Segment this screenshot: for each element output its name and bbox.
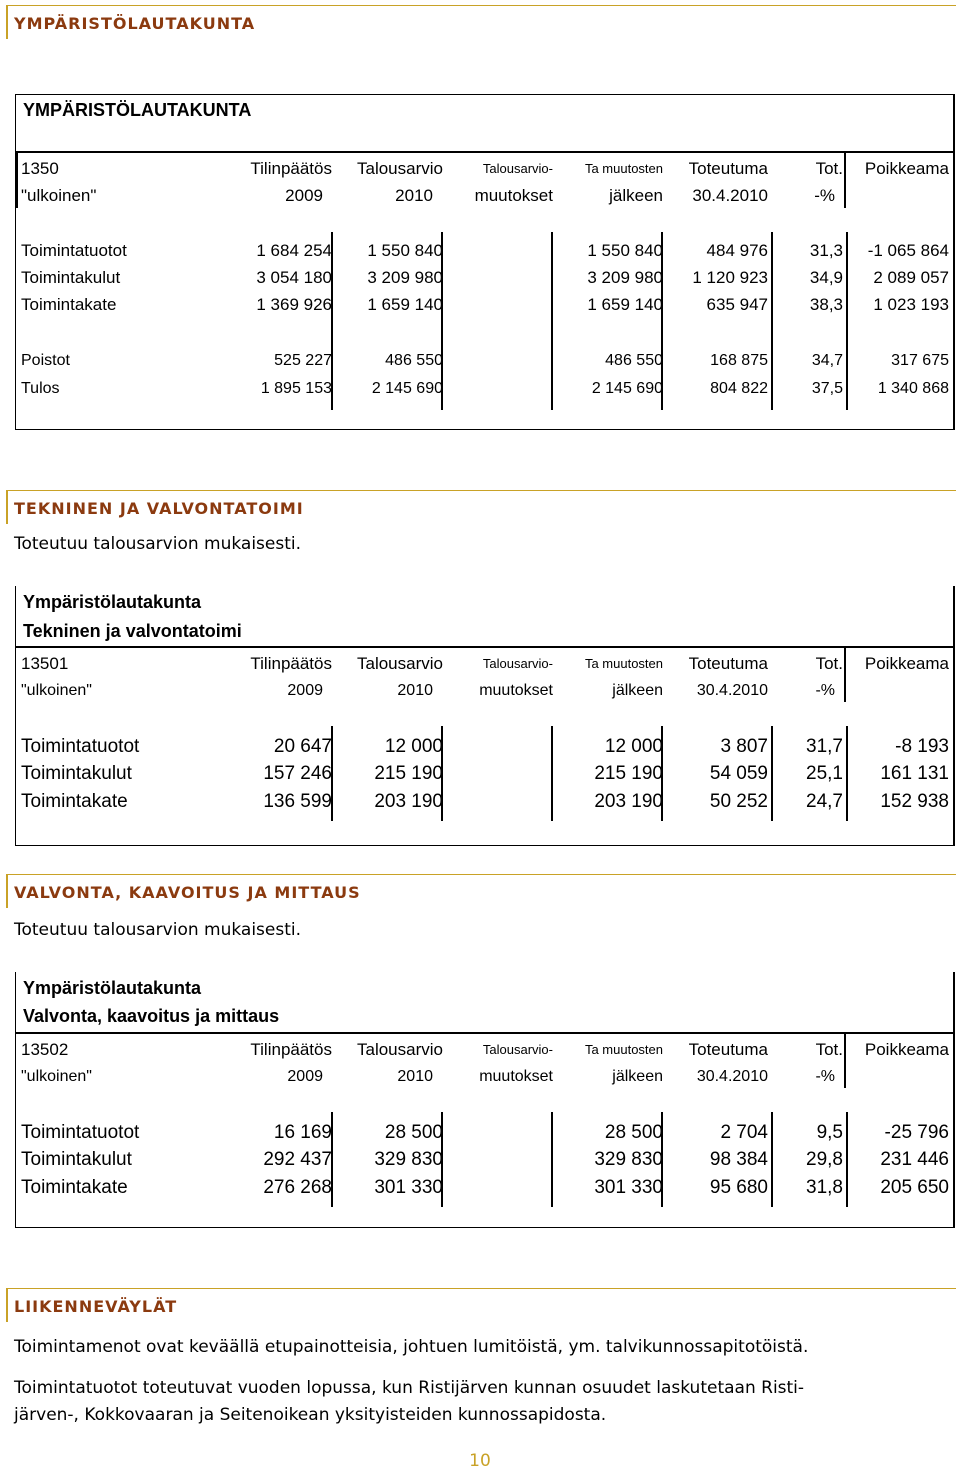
table-cell: Toimintakulut: [21, 268, 121, 287]
table-cell: 3 209 980: [367, 268, 443, 287]
table-cell: "ulkoinen": [21, 1068, 92, 1085]
table-cell: 329 830: [374, 1149, 443, 1170]
table-cell: 31,8: [806, 1177, 843, 1198]
table-cell: -%: [815, 1068, 835, 1085]
table-cell: 205 650: [880, 1177, 949, 1198]
table-cell: Toteutuma: [688, 654, 768, 673]
table-row: [16, 1148, 953, 1174]
table-cell: 635 947: [706, 295, 768, 314]
table-cell: 1 340 868: [877, 380, 949, 397]
table-cell: Toimintakate: [21, 295, 117, 314]
table-cell: 1 550 840: [367, 241, 443, 260]
header-cell: Tot.: [815, 159, 843, 178]
table-cell: -1 065 864: [867, 241, 949, 260]
table-cell: 3 209 980: [587, 268, 663, 287]
table-cell: 2010: [397, 1068, 433, 1085]
table-cell: Tot.: [815, 1040, 843, 1059]
budget-table-1350: [15, 94, 955, 430]
table-cell: 3 054 180: [256, 268, 332, 287]
table-cell: 2 089 057: [873, 268, 949, 287]
table-subtitle: Tekninen ja valvontatoimi: [23, 621, 242, 641]
table-cell: 30.4.2010: [696, 1068, 768, 1085]
table-cell: Tot.: [815, 654, 843, 673]
table-cell: 2009: [287, 682, 323, 699]
table-cell: Talousarvio: [357, 654, 443, 673]
header-cell: Ta muutosten: [584, 161, 663, 176]
table-cell: jälkeen: [612, 1068, 663, 1085]
section-header-ymparistolautakunta: [6, 5, 956, 39]
header-cell: Poikkeama: [864, 159, 949, 178]
table-title: YMPÄRISTÖLAUTAKUNTA: [23, 100, 252, 120]
table-cell: jälkeen: [612, 682, 663, 699]
table-cell: 2009: [287, 1068, 323, 1085]
table-cell: 34,7: [811, 352, 843, 369]
table-cell: Toimintakate: [21, 1177, 128, 1198]
table-header-row: [16, 1038, 953, 1064]
table-cell: 12 000: [604, 736, 663, 757]
table-cell: 13502: [21, 1040, 69, 1059]
table-row: [16, 1121, 953, 1147]
header-cell: Talousarvio-: [482, 161, 553, 176]
table-cell: 203 190: [594, 791, 663, 812]
table-cell: 1 659 140: [587, 295, 663, 314]
section-text: Toimintamenot ovat keväällä etupainotteisia, johtuen lumitöistä, ym. talvikunnossapitotöistä.: [14, 1337, 809, 1357]
section-title: VALVONTA, KAAVOITUS JA MITTAUS: [14, 883, 361, 902]
table-row: [16, 762, 953, 788]
table-header-row: [16, 1065, 953, 1091]
table-cell: 525 227: [274, 352, 332, 369]
table-cell: 54 059: [709, 763, 768, 784]
title-divider: [16, 646, 953, 648]
table-cell: 3 807: [720, 736, 768, 757]
table-cell: 1 369 926: [256, 295, 332, 314]
table-cell: Toimintakulut: [21, 1149, 132, 1170]
table-cell: 16 169: [273, 1122, 332, 1143]
table-cell: Tilinpäätös: [250, 1040, 332, 1059]
table-row: [16, 293, 953, 319]
budget-table-13502: [15, 972, 955, 1228]
table-row: [16, 266, 953, 292]
header-cell: Toteutuma: [688, 159, 768, 178]
section-text: järven-, Kokkovaaran ja Seitenoikean yksityisteiden kunnossapidosta.: [14, 1405, 607, 1425]
table-cell: 34,9: [809, 268, 843, 287]
section-text: Toteutuu talousarvion mukaisesti.: [14, 534, 302, 554]
table-cell: 231 446: [880, 1149, 949, 1170]
table-cell: Toimintakulut: [21, 763, 132, 784]
table-cell: 28 500: [384, 1122, 443, 1143]
table-cell: -8 193: [895, 736, 949, 757]
table-cell: -25 796: [884, 1122, 949, 1143]
header-cell: 2009: [285, 186, 323, 205]
header-cell: 1350: [21, 159, 59, 178]
table-cell: Tulos: [21, 380, 60, 397]
table-cell: "ulkoinen": [21, 682, 92, 699]
table-cell: Ta muutosten: [584, 1042, 663, 1057]
table-cell: 2 145 690: [591, 380, 663, 397]
header-cell: 30.4.2010: [692, 186, 768, 205]
table-row: [16, 377, 953, 403]
table-cell: Talousarvio-: [482, 1042, 553, 1057]
table-cell: 1 659 140: [367, 295, 443, 314]
table-cell: muutokset: [479, 1068, 553, 1085]
table-cell: Talousarvio: [357, 1040, 443, 1059]
table-cell: 95 680: [709, 1177, 768, 1198]
table-cell: 20 647: [273, 736, 332, 757]
page-number: 10: [469, 1451, 491, 1471]
table-cell: 2 145 690: [371, 380, 443, 397]
section-title: YMPÄRISTÖLAUTAKUNTA: [14, 14, 256, 33]
table-cell: 215 190: [374, 763, 443, 784]
table-cell: Poikkeama: [864, 654, 949, 673]
header-cell: -%: [814, 186, 835, 205]
table-cell: 9,5: [816, 1122, 843, 1143]
header-cell: jälkeen: [609, 186, 663, 205]
table-cell: 484 976: [706, 241, 768, 260]
table-row: [16, 790, 953, 816]
table-cell: Toimintatuotot: [21, 241, 127, 260]
table-cell: Tilinpäätös: [250, 654, 332, 673]
table-cell: 1 023 193: [873, 295, 949, 314]
table-cell: 30.4.2010: [696, 682, 768, 699]
title-divider: [16, 151, 953, 153]
table-header-row: [16, 679, 953, 705]
table-cell: 152 938: [880, 791, 949, 812]
table-cell: 98 384: [709, 1149, 768, 1170]
table-cell: 486 550: [385, 352, 443, 369]
table-cell: -%: [815, 682, 835, 699]
table-cell: 1 684 254: [256, 241, 332, 260]
table-cell: Poikkeama: [864, 1040, 949, 1059]
table-cell: 301 330: [594, 1177, 663, 1198]
header-cell: muutokset: [474, 186, 553, 205]
header-cell: 2010: [395, 186, 433, 205]
table-cell: 317 675: [891, 352, 949, 369]
table-cell: 301 330: [374, 1177, 443, 1198]
section-header-tekninen: [6, 490, 956, 524]
table-cell: Talousarvio-: [482, 656, 553, 671]
table-title: Ympäristölautakunta: [23, 592, 202, 612]
table-cell: 1 120 923: [692, 268, 768, 287]
section-header-valvonta: [6, 874, 956, 908]
table-cell: 12 000: [384, 736, 443, 757]
table-cell: 37,5: [811, 380, 843, 397]
section-text: Toimintatuotot toteutuvat vuoden lopussa, kun Ristijärven kunnan osuudet laskutetaan Risti-: [14, 1378, 805, 1398]
table-cell: 28 500: [604, 1122, 663, 1143]
table-header-row: [16, 184, 953, 210]
table-cell: 157 246: [263, 763, 332, 784]
table-cell: 31,3: [809, 241, 843, 260]
table-cell: 804 822: [710, 380, 768, 397]
table-cell: 50 252: [709, 791, 768, 812]
table-cell: 161 131: [880, 763, 949, 784]
table-cell: 215 190: [594, 763, 663, 784]
header-cell: Tilinpäätös: [250, 159, 332, 178]
table-cell: 24,7: [806, 791, 843, 812]
table-cell: 31,7: [806, 736, 843, 757]
table-cell: 25,1: [806, 763, 843, 784]
table-row: [16, 735, 953, 761]
table-cell: 486 550: [605, 352, 663, 369]
table-cell: 2 704: [720, 1122, 768, 1143]
table-cell: 13501: [21, 654, 69, 673]
table-cell: muutokset: [479, 682, 553, 699]
table-cell: 292 437: [263, 1149, 332, 1170]
table-cell: Toimintatuotot: [21, 1122, 140, 1143]
table-cell: 29,8: [806, 1149, 843, 1170]
table-subtitle: Valvonta, kaavoitus ja mittaus: [23, 1006, 280, 1026]
table-header-row: [16, 157, 953, 183]
section-header-liikennevaylat: [6, 1288, 956, 1322]
title-divider: [16, 1032, 953, 1034]
table-cell: 1 895 153: [260, 380, 332, 397]
table-cell: Toimintakate: [21, 791, 128, 812]
table-row: [16, 349, 953, 375]
table-cell: 2010: [397, 682, 433, 699]
budget-table-13501: [15, 586, 955, 846]
table-cell: 329 830: [594, 1149, 663, 1170]
table-cell: Toteutuma: [688, 1040, 768, 1059]
section-title: LIIKENNEVÄYLÄT: [14, 1297, 178, 1316]
table-header-row: [16, 652, 953, 678]
table-row: [16, 1176, 953, 1202]
section-title: TEKNINEN JA VALVONTATOIMI: [14, 499, 304, 518]
table-cell: 276 268: [263, 1177, 332, 1198]
header-cell: Talousarvio: [357, 159, 443, 178]
table-cell: 136 599: [263, 791, 332, 812]
table-title: Ympäristölautakunta: [23, 978, 202, 998]
table-cell: 168 875: [710, 352, 768, 369]
table-row: [16, 239, 953, 265]
table-cell: Ta muutosten: [584, 656, 663, 671]
table-cell: 38,3: [809, 295, 843, 314]
section-text: Toteutuu talousarvion mukaisesti.: [14, 920, 302, 940]
table-cell: 1 550 840: [587, 241, 663, 260]
header-cell: "ulkoinen": [21, 186, 97, 205]
table-cell: Toimintatuotot: [21, 736, 140, 757]
table-cell: 203 190: [374, 791, 443, 812]
table-cell: Poistot: [21, 352, 70, 369]
